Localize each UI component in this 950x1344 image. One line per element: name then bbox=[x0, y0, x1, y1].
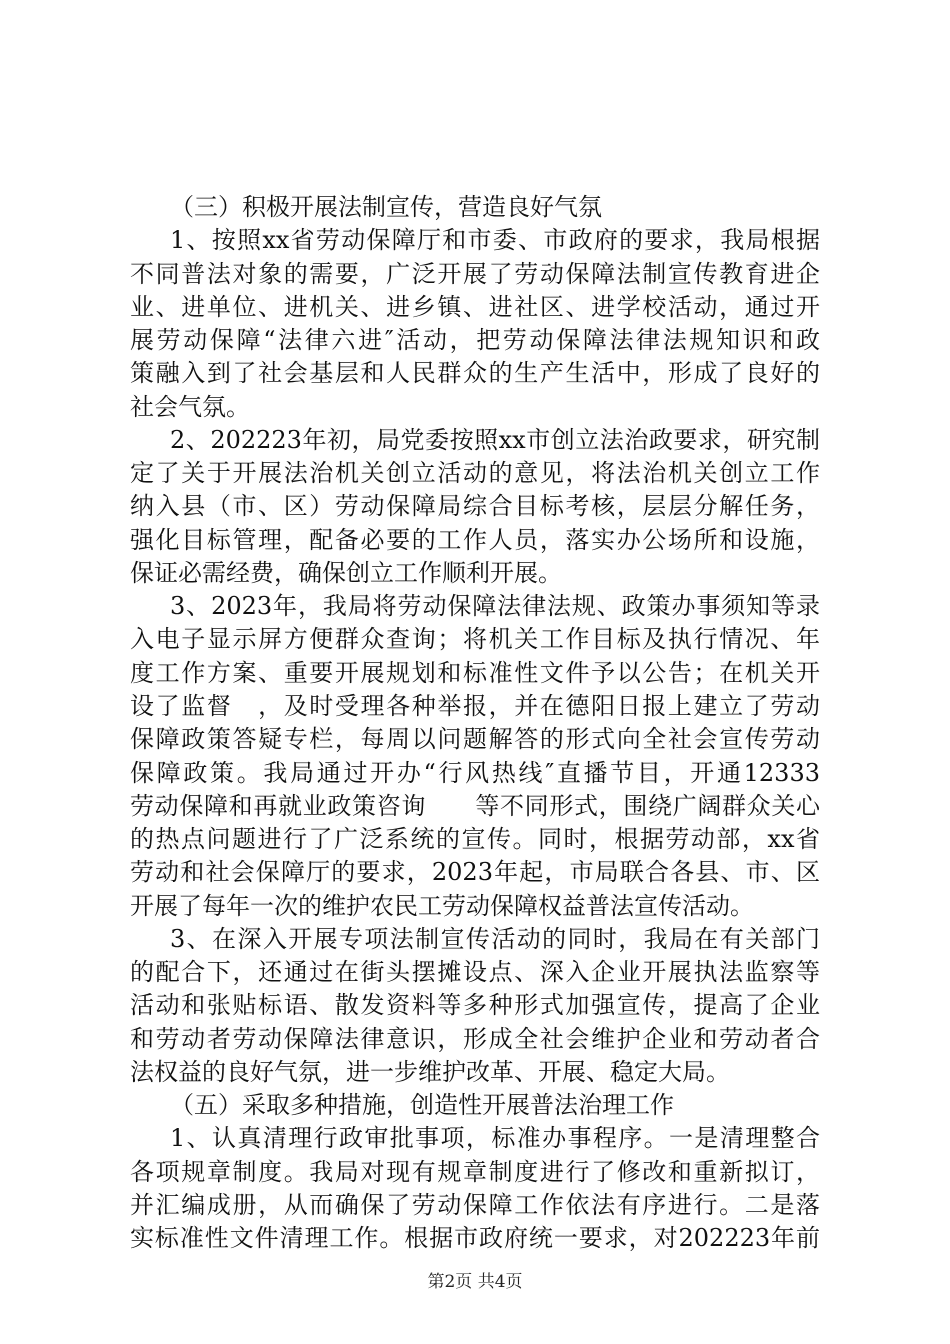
text-line: 的热点问题进行了广泛系统的宣传。同时，根据劳动部，xx省 bbox=[130, 825, 820, 854]
text-line: 劳动保障和再就业政策咨询 等不同形式，围绕广阔群众关心 bbox=[130, 791, 820, 820]
heading-line: （五）采取多种措施，创造性开展普法治理工作 bbox=[170, 1091, 674, 1120]
paragraph-governance-1 bbox=[130, 1122, 820, 1255]
text-line: 2、202223年初，局党委按照xx市创立法治政要求，研究制 bbox=[170, 425, 820, 454]
text-line: 业、进单位、进机关、进乡镇、进社区、进学校活动，通过开 bbox=[130, 292, 820, 321]
text-line: 保证必需经费，确保创立工作顺利开展。 bbox=[130, 558, 562, 587]
heading-line: （三）积极开展法制宣传，营造良好气氛 bbox=[170, 193, 602, 221]
text-line: 实标准性文件清理工作。根据市政府统一要求，对202223年前 bbox=[130, 1224, 820, 1253]
text-line: 的配合下，还通过在街头摆摊设点、深入企业开展执法监察等 bbox=[130, 958, 820, 987]
text-line: 劳动和社会保障厅的要求，2023年起，市局联合各县、市、区 bbox=[130, 858, 820, 887]
text-line: 保障政策答疑专栏，每周以问题解答的形式向全社会宣传劳动 bbox=[130, 725, 820, 754]
text-line: 纳入县（市、区）劳动保障局综合目标考核，层层分解任务， bbox=[130, 492, 820, 521]
paragraph-legal-publicity-1 bbox=[130, 224, 820, 424]
section-heading-3 bbox=[130, 191, 820, 224]
text-line: 强化目标管理，配备必要的工作人员，落实办公场所和设施， bbox=[130, 525, 820, 554]
text-line: 不同普法对象的需要，广泛开展了劳动保障法制宣传教育进企 bbox=[130, 259, 820, 288]
paragraph-legal-publicity-2 bbox=[130, 424, 820, 590]
text-line: 和劳动者劳动保障法律意识，形成全社会维护企业和劳动者合 bbox=[130, 1024, 820, 1053]
text-line: 3、在深入开展专项法制宣传活动的同时，我局在有关部门 bbox=[170, 924, 820, 953]
text-line: 1、认真清理行政审批事项，标准办事程序。一是清理整合 bbox=[170, 1124, 820, 1153]
paragraph-legal-publicity-3 bbox=[130, 590, 820, 923]
paragraph-legal-publicity-4 bbox=[130, 923, 820, 1089]
text-line: 法权益的良好气氛，进一步维护改革、开展、稳定大局。 bbox=[130, 1057, 730, 1086]
text-line: 展劳动保障“法律六进″活动，把劳动保障法律法规知识和政 bbox=[130, 326, 820, 355]
text-line: 并汇编成册，从而确保了劳动保障工作依法有序进行。二是落 bbox=[130, 1190, 820, 1219]
document-body bbox=[130, 191, 820, 1256]
text-line: 设了监督 ，及时受理各种举报，并在德阳日报上建立了劳动 bbox=[130, 691, 820, 720]
text-line: 活动和张贴标语、散发资料等多种形式加强宣传，提高了企业 bbox=[130, 991, 820, 1020]
text-line: 入电子显示屏方便群众查询；将机关工作目标及执行情况、年 bbox=[130, 625, 820, 654]
section-heading-5 bbox=[130, 1089, 820, 1122]
text-line: 策融入到了社会基层和人民群众的生产生活中，形成了良好的 bbox=[130, 359, 820, 388]
text-line: 定了关于开展法治机关创立活动的意见，将法治机关创立工作 bbox=[130, 459, 820, 488]
text-line: 保障政策。我局通过开办“行风热线″直播节目，开通12333 bbox=[130, 758, 820, 787]
text-line: 社会气氛。 bbox=[130, 392, 250, 421]
text-line: 1、按照xx省劳动保障厅和市委、市政府的要求，我局根据 bbox=[170, 226, 820, 255]
text-line: 开展了每年一次的维护农民工劳动保障权益普法宣传活动。 bbox=[130, 891, 754, 920]
text-line: 3、2023年，我局将劳动保障法律法规、政策办事须知等录 bbox=[170, 592, 820, 621]
text-line: 各项规章制度。我局对现有规章制度进行了修改和重新拟订， bbox=[130, 1157, 820, 1186]
text-line: 度工作方案、重要开展规划和标准性文件予以公告；在机关开 bbox=[130, 658, 820, 687]
page-number: 第2页 共4页 bbox=[427, 1272, 523, 1292]
